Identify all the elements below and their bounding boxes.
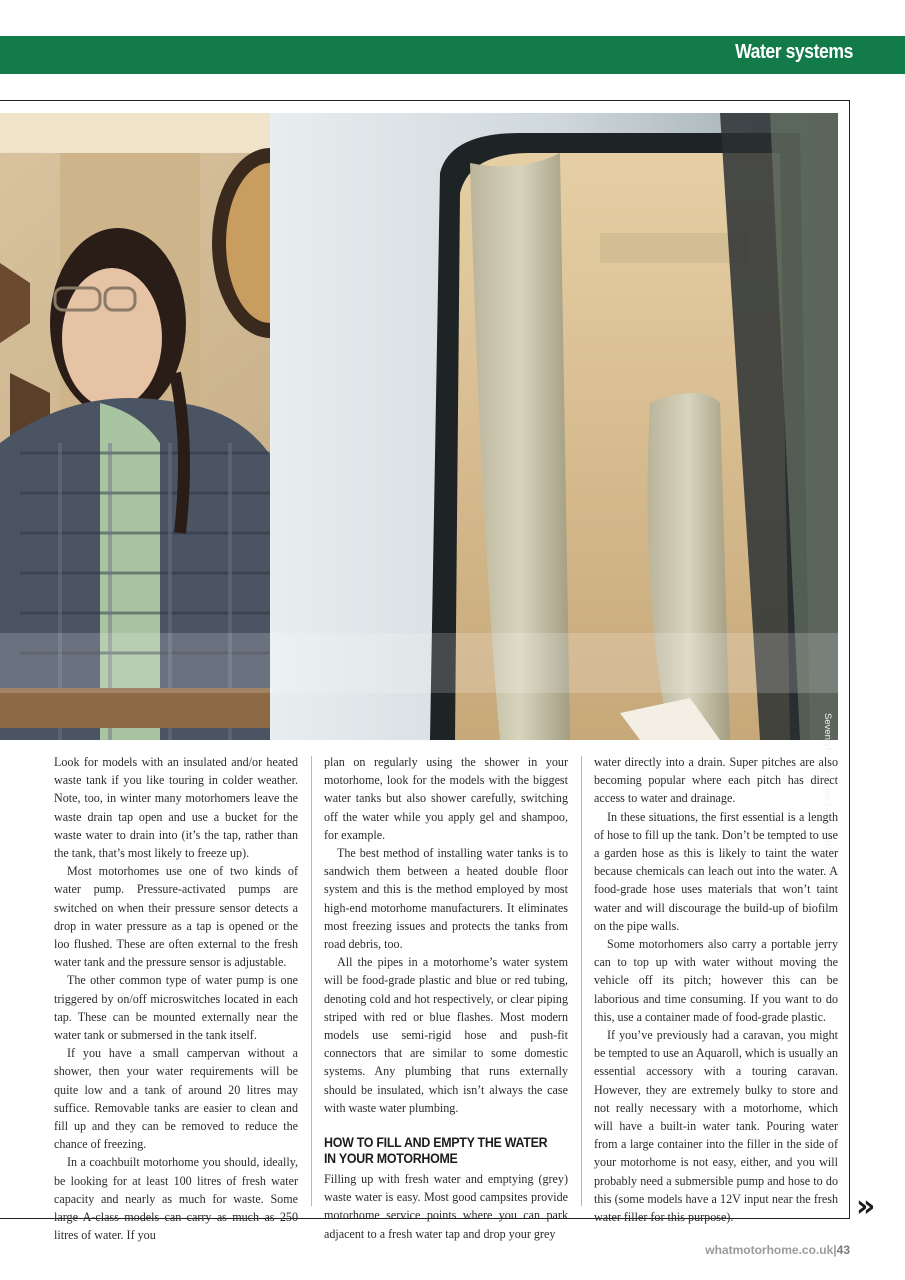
- paragraph: water directly into a drain. Super pitches are also becoming popular where each pitch has direct access to water and drainage.: [594, 755, 838, 806]
- paragraph: If you have a small campervan without a shower, then your water requirements will be quite low and a tank of around 20 litres may suffice. Removable tanks are easier to clean and fill up and they can be removed to reduce the chance of freezing.: [54, 1046, 298, 1152]
- article-column-2: [324, 753, 568, 1243]
- paragraph: The best method of installing water tanks is to sandwich them between a heated double floor system and this is the method employed by most high-end motorhome manufacturers. It eliminates most freezing issues and protects the tanks from road debris, too.: [324, 846, 568, 952]
- page-footer: [705, 1243, 850, 1257]
- section-header-bar: [0, 36, 905, 74]
- paragraph: In these situations, the first essential is a length of hose to fill up the tank. Don’t be tempted to use a garden hose as this is likely to taint the water because chemicals can leach out into the water. A food-grade hose uses materials that won’t taint water and will discourage the build-up of biofilm on the pipe walls.: [594, 809, 838, 933]
- photo-credit: SeventyFour Images / Alamy Stock Photo: [822, 713, 833, 889]
- paragraph: Filling up with fresh water and emptying (grey) waste water is easy. Most good campsites provide motorhome service points where you can park adjacent to a fresh water tap and drop your grey: [324, 1172, 568, 1241]
- article-body: [0, 753, 905, 1243]
- subheading: HOW TO FILL AND EMPTY THE WATER IN YOUR MOTORHOME: [324, 1135, 548, 1167]
- campervan-scene-image: [0, 113, 838, 740]
- paragraph: If you’ve previously had a caravan, you might be tempted to use an Aquaroll, which is usually an essential accessory with a touring caravan. However, they are extremely bulky to store and not really necessary with a motorhome, which will have a built-in water tank. Pouring water from a large container into the filler in the side of your motorhome is not easy, either, and you will probably need a submersible pump and hose to do this (some models have a 12V input near the fresh water filler for this purpose).: [594, 1028, 838, 1225]
- footer-separator: |: [833, 1243, 837, 1257]
- continue-arrow-icon: »: [856, 1189, 876, 1224]
- paragraph: Look for models with an insulated and/or heated waste tank if you like touring in colder weather. Note, too, in winter many motorhomers leave the waste drain tap open and use a bucket for the waste water to drain into (it’s the tap, rather than the tank, that’s most likely to freeze up).: [54, 755, 298, 861]
- footer-site: whatmotorhome.co.uk: [705, 1243, 834, 1257]
- article-column-1: [54, 753, 298, 1244]
- paragraph: Some motorhomers also carry a portable jerry can to top up with water without moving the vehicle off its pitch; however this can be laborious and time consuming. If you want to do this, use a container made of food-grade plastic.: [594, 937, 838, 1024]
- page-number: 43: [836, 1243, 850, 1257]
- paragraph: The other common type of water pump is one triggered by on/off microswitches located in each tap. These can be mounted externally near the water tank or submersed in the tank itself.: [54, 973, 298, 1043]
- paragraph: plan on regularly using the shower in your motorhome, look for the models with the biggest water tanks but also shower carefully, switching off the water while you apply gel and shampoo, for example.: [324, 755, 568, 842]
- paragraph: Most motorhomes use one of two kinds of water pump. Pressure-activated pumps are switched on when their pressure sensor detects a drop in water pressure as a tap is opened or the loo flushed. These are often external to the fresh water tank and the pressure sensor is adjustable.: [54, 864, 298, 970]
- article-column-3: [594, 753, 838, 1226]
- paragraph: All the pipes in a motorhome’s water system will be food-grade plastic and blue or red tubing, denoting cold and hot respectively, or clear piping striped with red or blue flashes. Most modern models use semi-rigid hose and push-fit connectors that are similar to some domestic systems. Any plumbing that runs externally should be insulated, which isn’t always the case with waste water plumbing.: [324, 955, 568, 1115]
- section-title: Water systems: [735, 41, 853, 63]
- paragraph: In a coachbuilt motorhome you should, ideally, be looking for at least 100 litres of fresh water capacity and nearly as much for waste. Some large A-class models can carry as much as 250 litres of water. If you: [54, 1155, 298, 1243]
